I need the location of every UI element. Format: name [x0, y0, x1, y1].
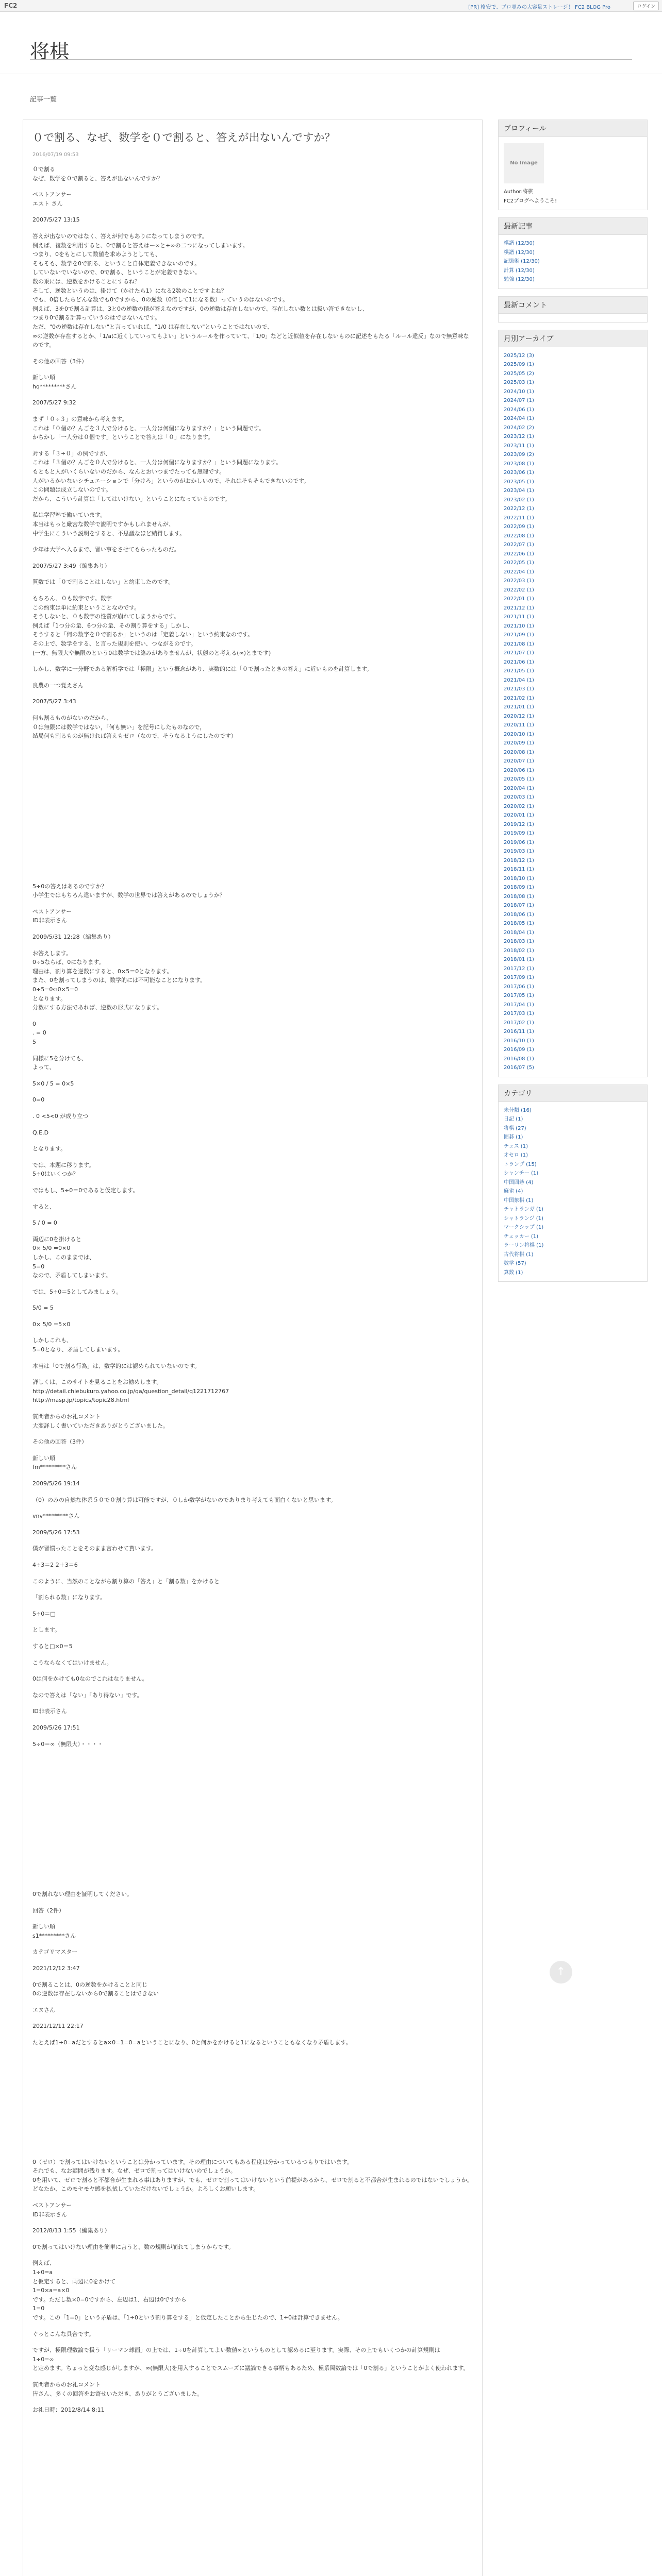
- archive-month-link[interactable]: 2021/08 (1): [504, 641, 534, 647]
- archive-month-link[interactable]: 2024/02 (2): [504, 425, 534, 431]
- archive-month-link[interactable]: 2021/07 (1): [504, 650, 534, 656]
- profile-description: FC2ブログへようこそ!: [504, 198, 557, 204]
- archive-month-link[interactable]: 2022/04 (1): [504, 569, 534, 575]
- entry-paragraph: 2007/5/27 3:43: [32, 698, 76, 705]
- entry-paragraph: 良農の一つ覚えさん: [32, 682, 84, 689]
- archive-month-link[interactable]: 2023/09 (2): [504, 452, 534, 457]
- archive-month-link[interactable]: 2021/01 (1): [504, 704, 534, 710]
- archive-month-link[interactable]: 2018/01 (1): [504, 957, 534, 962]
- recent-comments-heading: 最新コメント: [499, 297, 647, 314]
- archive-month-link[interactable]: 2018/04 (1): [504, 929, 534, 936]
- entry-paragraph: 両辺に0を掛けると 0× 5/0 =0×0 しかし、このままでは、 5=0 なので、矛盾してしまいます。: [32, 1235, 111, 1279]
- arrow-up-icon: ↑: [556, 1965, 566, 1978]
- entry-paragraph: 質数では「０で割ることはしない」と約束したのです。: [32, 579, 174, 586]
- entry-paragraph: 新しい順 fm*********さん: [32, 1454, 77, 1471]
- archive-month-link[interactable]: 2023/05 (1): [504, 479, 534, 485]
- entry-title[interactable]: ０で割る、なぜ、数学を０で割ると、答えが出ないんですか？: [32, 131, 336, 144]
- archive-month-link[interactable]: 2023/04 (1): [504, 488, 534, 494]
- entry-body: [32, 165, 473, 2415]
- entry-section-1: [32, 165, 473, 741]
- entry-paragraph: 同様に5を分けても、 よって、: [32, 1055, 87, 1071]
- main-entry: [23, 120, 483, 2576]
- archive-month-link[interactable]: 2018/12 (1): [504, 857, 534, 863]
- recent-post-link[interactable]: 棋譜 (12/30): [504, 249, 535, 256]
- entry-paragraph: 0で割れない理由を証明してください。: [32, 1891, 133, 1898]
- archive-month-link[interactable]: 2020/04 (1): [504, 785, 534, 791]
- entry-paragraph: 何も割るものがないのだから、 ０は無限には数学ではない，「何も無い」を記号にしたものなので， 結局何も割るものが無ければ答えもゼロ（なので，そうなるようにしたのです）: [32, 714, 237, 740]
- header-divider: [30, 59, 632, 60]
- entry-section-4: [32, 2158, 473, 2415]
- entry-paragraph: 詳しくは、このサイトを見ることをお勧めします。 http://detail.chiebukuro.yahoo.co.jp/qa/question_detail/q1221712767 http://masp.jp/topics/topic28.html: [32, 1379, 229, 1404]
- entry-paragraph: 2007/5/27 13:15: [32, 216, 80, 224]
- archive-month-link[interactable]: 2022/03 (1): [504, 578, 534, 584]
- entry-paragraph: まず「０÷３」の意味から考えます。 これは「０個の？んごを３人で分けると、一人分は何個になりますか？」という問題です。 かちかし「一人分は０個です」ということで答えは「０」になります。: [32, 416, 265, 441]
- entry-paragraph: ベストアンサー ID非表示さん: [32, 2202, 72, 2218]
- entry-paragraph: 質問者からのお礼コメント 皆さん、多くの回答をお寄せいただき、ありがとうございました。: [32, 2381, 203, 2397]
- entry-paragraph: 新しい順 hq*********さん: [32, 374, 77, 390]
- archive-month-link[interactable]: 2016/11 (1): [504, 1029, 534, 1035]
- entry-paragraph: 0 . = 0 5: [32, 1020, 46, 1045]
- archive-month-link[interactable]: 2020/03 (1): [504, 794, 534, 800]
- profile-author: Author:将棋: [504, 189, 533, 195]
- category-link[interactable]: オセロ (1): [504, 1153, 528, 1158]
- blog-title[interactable]: 将棋: [30, 40, 70, 63]
- blog-header: [0, 12, 662, 74]
- archive-month-link[interactable]: 2017/12 (1): [504, 965, 534, 972]
- entry-paragraph: vnv*********さん: [32, 1513, 80, 1520]
- entry-paragraph: 答えが出ないのではなく、答えが何でもありになってしまうのです。 例えば、複数を利用すると、0で割ると答えはー∞と+∞の二つになってしまいます。 つまり、0をもとにして数値を求めようとしても、 そもそも、数学を0で割る、ということ自体定義できないのです。 していないでいないので、0で割る、ということが定義できない。 数の乗には、逆数をかけることにするね？ そして、逆数というのは、掛けて（かけたら1）になる2数のことですよね？ でも、0倍したらどんな数でも0ですから、0の逆数（0倍して1になる数）っていうのはないのです。 例えば、3を0で割る計算は、3と0の逆数の積が答えなのですが、0の逆数は存在しないので、存在しない数とは扱い答できないし、 つまり0で割る計算っていうのはできないんです。 ただ、"0の逆数は存在しない"と言っていれば、"1/0 は存在しない"ということではないので、 ∞の逆数が存在するとか、「1/aに近くしていってもよい」というルールを作っていて、「1/0」などと近似値を存在しないものに記述をもたる「ルール違反」なので無意味なのです。: [32, 232, 469, 349]
- archive-month-link[interactable]: 2017/05 (1): [504, 993, 534, 998]
- recent-post-link[interactable]: 棋譜 (12/30): [504, 241, 535, 246]
- category-link[interactable]: チェッカー (1): [504, 1233, 539, 1240]
- entry-paragraph: 2012/8/13 1:55（編集あり）: [32, 2227, 110, 2234]
- category-link[interactable]: 将棋 (27): [504, 1125, 526, 1131]
- archive-month-link[interactable]: 2022/02 (1): [504, 587, 534, 593]
- entry-paragraph: しかしこれも、 5=0となり、矛盾してしまいます。: [32, 1337, 124, 1353]
- recent-comments-list: [499, 314, 647, 322]
- entry-paragraph: すると□×0＝5: [32, 1642, 73, 1650]
- archive-month-link[interactable]: 2022/01 (1): [504, 596, 534, 602]
- entry-paragraph: ぐっとこんな具合です。: [32, 2330, 94, 2337]
- archive-month-link[interactable]: 2024/04 (1): [504, 416, 534, 421]
- category-link[interactable]: 数学 (57): [504, 1261, 526, 1266]
- archive-month-link[interactable]: 2018/09 (1): [504, 885, 534, 890]
- entry-paragraph: 新しい順 s1*********さん: [32, 1923, 76, 1939]
- archive-month-link[interactable]: 2020/12 (1): [504, 713, 534, 719]
- category-list: [499, 1102, 647, 1282]
- archive-month-link[interactable]: 2020/11 (1): [504, 722, 534, 728]
- archive-month-link[interactable]: 2019/09 (1): [504, 831, 534, 836]
- archive-month-link[interactable]: 2023/12 (1): [504, 434, 534, 439]
- entry-paragraph: 「割られる数」になります。: [32, 1594, 106, 1601]
- entry-paragraph: 5÷0＝□: [32, 1610, 56, 1617]
- entry-paragraph: 0（ゼロ）で割ってはいけないということは分かっています。その理由についてもある程度は分かっているつもりではいます。 それでも、なお疑問が残ります。なぜ、ゼロで割ってはいけないのでしょうか。 0を用いて、ゼロで割ると不都合が生まれる事はありますが、でも、ゼロで割ってはいけないという前提があるから、ゼロで割ると不都合が生まれるのではないでしょうか。どなたか、このモヤモヤ感を払拭していただけないでしょうか。よろしくお願いします。: [32, 2158, 473, 2193]
- archive-month-link[interactable]: 2023/11 (1): [504, 443, 534, 449]
- entry-paragraph: ０で割る なぜ、数学を０で割ると、答えが出ないんですか？: [32, 166, 163, 182]
- entry-paragraph: 私は学習塾で働いています。 本当はもっと厳密な数学で説明ですかもしれませんが、 中学生にこういう説明をすると、不思議なほど納得します。: [32, 512, 186, 537]
- category-link[interactable]: 中国象棋 (1): [504, 1197, 534, 1204]
- entry-paragraph: 2021/12/12 3:47: [32, 1965, 80, 1972]
- category-link[interactable]: ラーリン将棋 (1): [504, 1243, 544, 1248]
- category-link[interactable]: 日記 (1): [504, 1116, 523, 1122]
- category-link[interactable]: チェス (1): [504, 1143, 528, 1149]
- archive-month-link[interactable]: 2019/03 (1): [504, 849, 534, 854]
- entry-paragraph: ID非表示さん: [32, 1708, 67, 1715]
- recent-post-link[interactable]: 勉強 (12/30): [504, 277, 535, 282]
- entry-paragraph: エヌさん: [32, 2006, 55, 2013]
- recent-posts-box: [498, 217, 648, 289]
- entry-paragraph: 対する「３÷０」の例ですが、 これは「３個の？んごを０人で分けると、一人分は何個になりますか？」という問題になります。 もともと人がいくらいないのだから、なんとおいつまでたっても無理です。 人がいるかいないシチュエーションで「分けろ」というのがおかしいので、それはそもそもできないのです。 この問題は成立しないのです。 だから、こういう計算は「してはいけない」ということになっているのです。: [32, 450, 310, 502]
- archive-month-link[interactable]: 2020/01 (1): [504, 812, 534, 818]
- entry-paragraph: その他の回答（3件）: [32, 1438, 87, 1446]
- entry-date: 2016/07/19 09:53: [32, 152, 79, 158]
- archive-month-link[interactable]: 2022/06 (1): [504, 551, 534, 557]
- entry-paragraph: （0）のみの自然な体系５０で０割り算は可能ですが、０しか数学がないのでありまり考えても面白くないと思います。: [32, 1496, 337, 1503]
- archive-month-link[interactable]: 2024/07 (1): [504, 398, 534, 403]
- entry-paragraph: ベストアンサー ID非表示さん: [32, 908, 72, 924]
- archive-box: [498, 330, 648, 1077]
- recent-posts-list: [499, 235, 647, 289]
- archive-month-link[interactable]: 2020/02 (1): [504, 803, 534, 809]
- entry-paragraph: 5/0 = 5: [32, 1304, 54, 1312]
- entry-paragraph: では、5÷0＝5としてみましょう。: [32, 1288, 122, 1295]
- entry-paragraph: 0× 5/0 =5×0: [32, 1320, 71, 1328]
- profile-image: No Image: [504, 143, 544, 183]
- entry-paragraph: 僕が習慣ったことをそのまま言わせて貰います。: [32, 1545, 157, 1552]
- fc2-topbar: [0, 0, 662, 12]
- archive-month-link[interactable]: 2020/06 (1): [504, 767, 534, 773]
- category-link[interactable]: 未分類 (16): [504, 1107, 532, 1113]
- sub-navigation: [0, 74, 662, 106]
- entry-paragraph: すると、: [32, 1203, 55, 1210]
- entry-paragraph: 5×0 / 5 = 0×5: [32, 1080, 74, 1087]
- entry-paragraph: しかし、数学に一分野である解析学では「極限」という概念があり、実数的には「０で割ったときの答え」に近いものを計算します。: [32, 666, 373, 673]
- category-link[interactable]: 麻雀 (4): [504, 1189, 523, 1194]
- archive-month-link[interactable]: 2016/10 (1): [504, 1038, 534, 1044]
- archive-month-link[interactable]: 2021/09 (1): [504, 632, 534, 638]
- entry-paragraph: 少年は大学へ入るまで、習い事をさせてもらったものだ。: [32, 546, 180, 553]
- entry-paragraph: では、本題に移ります。 5÷0はいくつか？: [32, 1161, 95, 1178]
- entry-paragraph: 本当は「0で割る行為」は、数学的には認められていないのです。: [32, 1362, 201, 1369]
- entry-paragraph: . 0 <5<0 が成り立つ: [32, 1112, 89, 1120]
- entry-paragraph: 0=0: [32, 1096, 45, 1104]
- spacer: [32, 1756, 473, 1890]
- entry-paragraph: 例えば、 1÷0=a と仮定すると、両辺に0をかけて 1=0×a=a×0 です。ただし数×0=0ですから、左辺は1、右辺は0ですから 1=0 です。この「1=0」という矛盾は、「1÷0という割り算をする」と仮定したことから生じたので、1÷0は計算できません。: [32, 2260, 343, 2321]
- category-link[interactable]: シャトランジ (1): [504, 1215, 543, 1222]
- archive-month-link[interactable]: 2022/09 (1): [504, 524, 534, 530]
- entry-paragraph: 0で割ってはいけない理由を簡単に言うと、数の規則が崩れてしまうからです。: [32, 2243, 235, 2250]
- archive-month-link[interactable]: 2018/11 (1): [504, 867, 534, 872]
- archive-month-link[interactable]: 2022/07 (1): [504, 542, 534, 548]
- category-link[interactable]: マークシップ (1): [504, 1225, 544, 1230]
- archive-month-link[interactable]: 2021/02 (1): [504, 695, 534, 701]
- entry-paragraph: お答えします。 0÷5ならば、0になります。 理由は、割り算を逆数にすると、0×5＝0となります。 また、0を割ってしまうのは、数学的には不可能なことになります。 0÷5=0⇔0×5=0 となります。 分数にする方法であれば、逆数の形式になります。: [32, 950, 206, 1011]
- archive-month-link[interactable]: 2017/06 (1): [504, 984, 534, 990]
- archive-month-link[interactable]: 2024/10 (1): [504, 388, 534, 395]
- sidebar: [498, 120, 648, 1289]
- entry-paragraph: 0は何をかけても0なのでこれはなりません。: [32, 1675, 148, 1683]
- archive-month-link[interactable]: 2017/09 (1): [504, 975, 534, 980]
- archive-month-link[interactable]: 2020/10 (1): [504, 731, 534, 737]
- archive-month-link[interactable]: 2018/07 (1): [504, 903, 534, 908]
- entry-paragraph: 0で割ることは、0の逆数をかけることと同じ 0の逆数は存在しないから0で割ることはできない: [32, 1981, 159, 1997]
- archive-month-link[interactable]: 2021/06 (1): [504, 659, 534, 665]
- entry-paragraph: 5÷0の答えはあるのですか？ 小学生ではもちろん違いますが、数学の世界では答えがあるのでしょうか？: [32, 883, 225, 899]
- archive-month-link[interactable]: 2018/05 (1): [504, 921, 534, 926]
- archive-month-link[interactable]: 2023/02 (1): [504, 497, 534, 503]
- archive-month-link[interactable]: 2021/04 (1): [504, 677, 534, 683]
- entry-paragraph: となります。: [32, 1145, 67, 1153]
- entry-paragraph: 質問者からのお礼コメント 大変詳しく書いていただきありがとうございました。: [32, 1413, 169, 1429]
- archive-month-link[interactable]: 2018/03 (1): [504, 939, 534, 944]
- recent-comments-box: [498, 296, 648, 323]
- entry-list-link[interactable]: 記事一覧: [30, 96, 57, 104]
- entry-paragraph: なので答えは「ない」「あり得ない」です。: [32, 1691, 143, 1699]
- recent-post-link[interactable]: 記憶術 (12/30): [504, 259, 540, 264]
- entry-paragraph: 2009/5/26 17:51: [32, 1724, 80, 1731]
- scroll-top-button[interactable]: [550, 1961, 572, 1984]
- archive-month-link[interactable]: 2016/07 (5): [504, 1065, 534, 1071]
- category-heading: カテゴリ: [499, 1085, 647, 1102]
- archive-month-link[interactable]: 2021/12 (1): [504, 605, 534, 611]
- archive-month-link[interactable]: 2018/08 (1): [504, 893, 534, 900]
- archive-month-link[interactable]: 2021/10 (1): [504, 623, 534, 629]
- archive-month-link[interactable]: 2017/04 (1): [504, 1002, 534, 1008]
- entry-paragraph: カテゴリマスター: [32, 1948, 78, 1956]
- pr-ad-link[interactable]: [PR] 格安で、プロ並みの大容量ストレージ！ FC2 BLOG Pro: [468, 5, 610, 10]
- archive-month-link[interactable]: 2017/03 (1): [504, 1011, 534, 1016]
- archive-month-link[interactable]: 2022/05 (1): [504, 560, 534, 566]
- category-link[interactable]: 囲碁 (1): [504, 1134, 523, 1140]
- entry-paragraph: たとえば1÷0=aだとするとa×0=1=0=aということになり、0と何かをかけると1になるということもなくなり矛盾します。: [32, 2039, 352, 2046]
- category-link[interactable]: チャトランガ (1): [504, 1207, 544, 1212]
- archive-month-link[interactable]: 2022/08 (1): [504, 533, 534, 539]
- archive-month-link[interactable]: 2020/08 (1): [504, 749, 534, 755]
- entry-paragraph: ベストアンサー エスト さん: [32, 191, 72, 207]
- entry-paragraph: 5÷0＝∞（無限大）・・・・: [32, 1740, 103, 1748]
- entry-paragraph: 2021/12/11 22:17: [32, 2023, 84, 2030]
- archive-month-link[interactable]: 2016/09 (1): [504, 1047, 534, 1053]
- fc2-logo[interactable]: FC2: [4, 2, 18, 9]
- entry-section-3: [32, 1890, 473, 2047]
- category-link[interactable]: 古代将棋 (1): [504, 1251, 534, 1258]
- archive-month-link[interactable]: 2025/12 (3): [504, 352, 534, 359]
- archive-month-link[interactable]: 2023/06 (1): [504, 470, 534, 476]
- archive-month-link[interactable]: 2018/06 (1): [504, 911, 534, 918]
- recent-posts-heading: 最新記事: [499, 218, 647, 235]
- spacer: [32, 2055, 473, 2158]
- archive-month-link[interactable]: 2020/07 (1): [504, 758, 534, 764]
- archive-month-link[interactable]: 2022/12 (1): [504, 506, 534, 512]
- archive-month-link[interactable]: 2025/05 (2): [504, 370, 534, 377]
- entry-paragraph: 2009/5/26 19:14: [32, 1480, 80, 1487]
- entry-paragraph: ではもし、5÷0＝0であると仮定します。: [32, 1187, 139, 1194]
- archive-month-link[interactable]: 2025/03 (1): [504, 380, 534, 385]
- profile-box: [498, 120, 648, 210]
- archive-month-link[interactable]: 2025/09 (1): [504, 362, 534, 367]
- entry-paragraph: 2009/5/26 17:53: [32, 1529, 80, 1536]
- archive-month-link[interactable]: 2021/03 (1): [504, 686, 534, 692]
- archive-month-link[interactable]: 2021/05 (1): [504, 668, 534, 674]
- entry-paragraph: Q.E.D: [32, 1129, 49, 1136]
- entry-paragraph: 回答（2件）: [32, 1907, 64, 1914]
- archive-month-link[interactable]: 2022/11 (1): [504, 515, 534, 521]
- archive-month-link[interactable]: 2016/08 (1): [504, 1056, 534, 1062]
- entry-paragraph: 2007/5/27 3:49（編集あり）: [32, 562, 110, 569]
- archive-month-link[interactable]: 2018/10 (1): [504, 875, 534, 882]
- entry-paragraph: このように、当然のことながら割り算の「答え」と「割る数」をかけると: [32, 1578, 220, 1585]
- recent-post-link[interactable]: 計算 (12/30): [504, 267, 535, 274]
- entry-section-2: [32, 882, 473, 1749]
- entry-paragraph: もちろん、０も数字です。数字 この約束は単に約束ということなのです。 そうしないと、０も数字の性質が崩れてしまうからです。 例えば「1つ分の量、6つ分の量、その割り算をする」しかし、 そうすると「何の数字を０で割るか」というのは「定義しない」という約束なのです。 その上で、数学をする、と言った規則を使い、つながるのです。 (一方、無限大や無限のという0は数学では絡みがありませんが、状態のと考える(∞)とまです): [32, 595, 271, 656]
- category-link[interactable]: トランプ (15): [504, 1161, 537, 1167]
- entry-paragraph: とします。: [32, 1626, 61, 1634]
- archive-list: [499, 347, 647, 1077]
- category-link[interactable]: シャンチー (1): [504, 1171, 539, 1176]
- entry-paragraph: 2009/5/31 12:28（編集あり）: [32, 934, 114, 941]
- archive-month-link[interactable]: 2018/02 (1): [504, 947, 534, 954]
- login-button[interactable]: ログイン: [633, 2, 659, 10]
- category-link[interactable]: 中国囲碁 (4): [504, 1179, 534, 1185]
- archive-month-link[interactable]: 2019/12 (1): [504, 821, 534, 827]
- entry-paragraph: お礼日時：2012/8/14 8:11: [32, 2406, 105, 2414]
- entry-paragraph: こうならなくてはいけません。: [32, 1659, 112, 1666]
- spacer: [32, 748, 473, 882]
- archive-heading: 月別アーカイブ: [499, 330, 647, 347]
- archive-month-link[interactable]: 2024/06 (1): [504, 406, 534, 413]
- archive-month-link[interactable]: 2020/05 (1): [504, 776, 534, 782]
- entry-paragraph: 4÷3＝2 2＋3＝6: [32, 1561, 78, 1568]
- archive-month-link[interactable]: 2019/06 (1): [504, 839, 534, 845]
- category-link[interactable]: 算数 (1): [504, 1269, 523, 1276]
- archive-month-link[interactable]: 2017/02 (1): [504, 1020, 534, 1026]
- entry-paragraph: その他の回答（3件）: [32, 358, 87, 365]
- archive-month-link[interactable]: 2021/11 (1): [504, 614, 534, 620]
- profile-heading: プロフィール: [499, 120, 647, 137]
- archive-month-link[interactable]: 2023/08 (1): [504, 461, 534, 467]
- archive-month-link[interactable]: 2020/09 (1): [504, 740, 534, 746]
- entry-paragraph: 5 / 0 = 0: [32, 1219, 57, 1227]
- entry-paragraph: 2007/5/27 9:32: [32, 399, 76, 406]
- entry-paragraph: ですが、極限理数論で扱う「リーマン球面」の上では、1÷0を計算してよい数値∞というものとして認めるに至ります。実際、その上でもいくつかの計算規則は 1÷0=∞ と定めます。ちょっと変な感じがしますが、∞(無限大)を用入することでスムーズに議論できる事柄もあるため、極系関数論では「0で割る」ということがよく使われます。: [32, 2347, 469, 2372]
- category-box: [498, 1084, 648, 1282]
